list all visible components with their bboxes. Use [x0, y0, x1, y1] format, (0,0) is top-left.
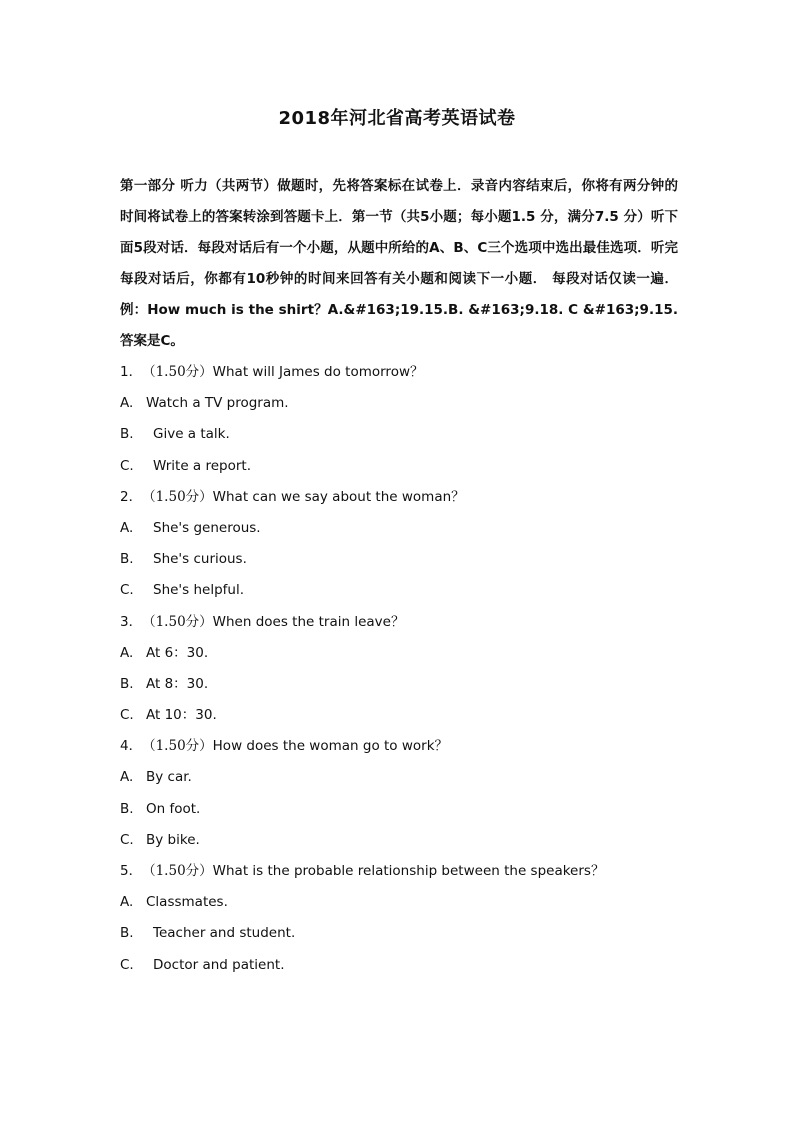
- option-text: Classmates.: [146, 894, 228, 911]
- option-2b: [120, 544, 680, 575]
- option-text: At 10：30.: [146, 707, 217, 724]
- question-number: 3．: [120, 613, 143, 630]
- option-text: By bike.: [146, 831, 200, 848]
- question-text: How does the woman go to work？: [212, 738, 449, 755]
- option-text: On foot.: [146, 800, 201, 817]
- question-number: 1．: [120, 364, 143, 380]
- option-5b: [120, 918, 680, 949]
- question-3: [120, 607, 680, 638]
- option-label: B.: [120, 675, 134, 692]
- option-label: A.: [120, 395, 134, 412]
- question-score: （1.50分）: [142, 613, 213, 630]
- option-label: A.: [120, 894, 134, 911]
- option-text: At 8：30.: [146, 675, 209, 692]
- question-number: 5．: [120, 863, 143, 879]
- option-label: B.: [120, 800, 134, 817]
- option-text: Watch a TV program.: [146, 395, 289, 412]
- question-number: 2．: [120, 488, 143, 505]
- question-score: （1.50分）: [142, 738, 213, 755]
- option-label: A.: [120, 769, 134, 786]
- option-3b: [120, 669, 680, 700]
- option-4a: [120, 762, 680, 793]
- question-text: When does the train leave？: [212, 613, 405, 630]
- option-2a: [120, 513, 680, 544]
- option-label: C.: [120, 582, 134, 599]
- question-score: （1.50分）: [142, 364, 213, 380]
- option-label: C.: [120, 831, 134, 848]
- option-label: C.: [120, 457, 134, 474]
- question-score: （1.50分）: [142, 863, 213, 879]
- option-text: Teacher and student.: [153, 925, 296, 942]
- question-4: [120, 731, 680, 762]
- question-list: [120, 357, 680, 981]
- option-text: Give a talk.: [153, 426, 230, 443]
- option-1a: [120, 388, 680, 419]
- option-3a: [120, 638, 680, 669]
- option-5c: [120, 950, 680, 981]
- question-text: What is the probable relationship between the speakers？: [212, 863, 605, 879]
- option-text: At 6：30.: [146, 644, 209, 661]
- exam-title: 2018年河北省高考英语试卷: [278, 108, 516, 129]
- option-label: C.: [120, 956, 134, 973]
- option-2c: [120, 575, 680, 606]
- listening-instructions: 第一部分 听力（共两节）做题时，先将答案标在试卷上．录音内容结束后，你将有两分钟的时间将试卷上的答案转涂到答题卡上．第一节（共5小题；每小题1.5 分，满分7.5 分）听下面5段对话．每段对话后有一个小题，从题中所给的A、B、C三个选项中选出最佳选项．听完每段对话后，你都有10秒钟的时间来回答有关小题和阅读下一小题． 每段对话仅读一遍．例：How much is the shirt？A.&#163;19.15.B. &#163;9.18. C &#163;9.15.答案是C。: [120, 178, 678, 349]
- question-5: [120, 856, 680, 887]
- option-text: Write a report.: [153, 457, 252, 474]
- option-label: A.: [120, 519, 134, 536]
- option-label: A.: [120, 644, 134, 661]
- option-text: She's curious.: [153, 551, 247, 568]
- question-score: （1.50分）: [142, 488, 213, 505]
- option-4c: [120, 825, 680, 856]
- option-1c: [120, 451, 680, 482]
- question-number: 4．: [120, 738, 143, 755]
- question-text: What can we say about the woman？: [212, 488, 465, 505]
- question-2: [120, 482, 680, 513]
- question-text: What will James do tomorrow？: [212, 364, 424, 380]
- option-label: C.: [120, 707, 134, 724]
- option-1b: [120, 419, 680, 450]
- option-label: B.: [120, 551, 134, 568]
- option-label: B.: [120, 426, 134, 443]
- question-1: [120, 357, 680, 388]
- option-3c: [120, 700, 680, 731]
- option-text: Doctor and patient.: [153, 956, 285, 973]
- option-text: She's generous.: [153, 519, 261, 536]
- option-text: By car.: [146, 769, 192, 786]
- option-5a: [120, 887, 680, 918]
- option-4b: [120, 794, 680, 825]
- option-text: She's helpful.: [153, 582, 244, 599]
- option-label: B.: [120, 925, 134, 942]
